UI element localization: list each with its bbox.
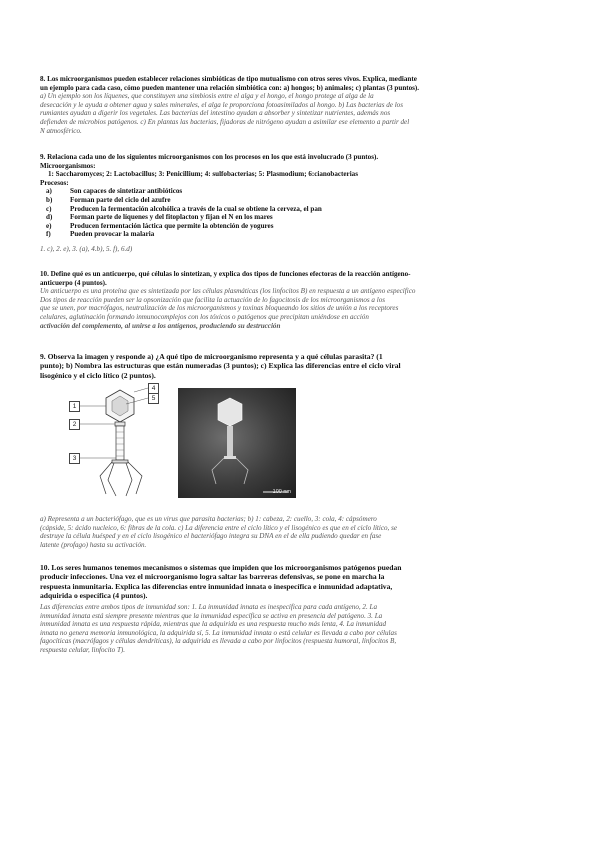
q10-answer-line: Un anticuerpo es una proteína que es sintetizada por las células plasmáticas (los linfocitos B) en respuesta a un antígeno específico: [40, 287, 416, 296]
processes-heading: Procesos:: [40, 178, 69, 187]
q9b-answer-line: latente (profago) hasta su activación.: [40, 540, 147, 549]
q10b-title-line: producir infecciones. Una vez el microorganismo logra saltar las barreras defensivas, se pone en marcha la: [40, 572, 385, 582]
microorganisms-list: 1: Saccharomyces; 2: Lactobacillus; 3: Penicillium; 4: sulfobacterias; 5: Plasmodium; 6:cianobacterias: [48, 170, 358, 179]
process-text: Pueden provocar la malaria: [70, 230, 155, 239]
q10b-answer-line: respuesta celular, linfocito T).: [40, 645, 126, 654]
figure-label: 4: [148, 383, 159, 394]
q8-answer-line: desecación y le ayuda a obtener agua y sales minerales, el alga le proporciona fotoasimilados al hongo. b) Las bacterias de los: [40, 100, 403, 109]
q10b-title-line: 10. Los seres humanos tenemos mecanismos o sistemas que impiden que los microorganismos patógenos puedan: [40, 563, 402, 572]
process-key: d): [46, 213, 53, 222]
question-8: [40, 75, 560, 135]
micrograph-scale-label: 100 nm: [272, 489, 291, 495]
process-text: Forman parte de líquenes y del fitoplacton y fijan el N en los mares: [70, 213, 273, 222]
phage-tail-fiber: [108, 463, 116, 496]
q10b-title-line: respuesta inmunitaria. Explica las diferencias entre inmunidad innata o inespecífica e inmunidad adaptativa,: [40, 581, 393, 591]
q10-answer-line: que se unen, por macrófagos, neutralización de los microorganismos y toxinas bloqueando los sitios de unión a los receptores: [40, 304, 399, 313]
microorganisms-heading: Microorganismos:: [40, 161, 96, 170]
q10-answer-line: Dos tipos de reacción pueden ser la opsonización que facilita la actuación de lo fagocitosis de los microorganismos a los: [40, 295, 385, 304]
process-item: [40, 213, 560, 222]
q10b-answer-line: innata no genera memoria inmunológica, la adquirida sí, 5. La inmunidad innata o está celular es llevada a cabo por células: [40, 628, 397, 637]
q10b-answer-line: fagocíticas (macrófagos y células dendríticas), la adquirida es llevada a cabo por linfocitos (respuesta humoral, linfocitos B,: [40, 637, 397, 646]
phage-tail: [116, 426, 124, 460]
process-item: [40, 230, 560, 239]
process-text: Forman parte del ciclo del azufre: [70, 195, 171, 204]
question-10-immunity-answer: [40, 603, 560, 655]
question-9-phage: [40, 352, 560, 380]
phage-tail-fiber: [128, 462, 142, 494]
phage-collar: [115, 422, 125, 426]
figure-label: 5: [148, 393, 159, 404]
figure-label: 2: [69, 419, 80, 430]
q8-answer-line: N atmosférico.: [40, 126, 82, 135]
question-9-phage-answer: [40, 515, 560, 549]
q9-matching-answer: 1. c), 2. e), 3. (a), 4.b), 5. f), 6.d): [40, 244, 133, 253]
q8-answer-line: rumiantes ayudan a digerir los vegetales. Las bacterias del intestino ayudan a absorber y sintetizar nutrientes, además nos: [40, 109, 391, 118]
q9b-title-line: lisogénico y el ciclo lítico (2 puntos).: [40, 370, 156, 380]
process-item: [40, 187, 560, 196]
q9b-answer-line: (cápside, 5: ácido nucleico, 6: fibras de la cola. c) La diferencia entre el ciclo lítico y el lisogénico es que en el ciclo lítico, se: [40, 523, 398, 532]
phage-tail-fiber: [100, 462, 112, 494]
phage-micrograph: [178, 388, 296, 498]
phage-base-plate: [112, 460, 128, 463]
q10-answer-line: activación del complemento, al unirse a los antígenos, produciendo su destrucción: [40, 321, 281, 330]
q9-title: 9. Relaciona cada uno de los siguientes microorganismos con los procesos en los que está involucrado (3 puntos).: [40, 153, 379, 161]
q9b-answer-line: a) Representa a un bacteriófago, que es un virus que parasita bacterias; b) 1: cabeza, 2: cuello, 3: cola, 4: cápsómero: [40, 515, 377, 523]
q10-title-line: 10. Define qué es un anticuerpo, qué células lo sintetizan, y explica dos tipos de funciones efectoras de la reacción antígeno-: [40, 270, 411, 278]
q9b-title-line: punto); b) Nombra las estructuras que están numeradas (3 puntos); c) Explica las diferencias entre el ciclo viral: [40, 361, 401, 371]
q10-title-line: anticuerpo (4 puntos).: [40, 278, 107, 287]
q9b-answer-line: destruye la célula huésped y en el ciclo lisogénico el bacteriófago integra su DNA en el de ella pudiendo quedar en fase: [40, 532, 382, 541]
q9b-title-line: 9. Observa la imagen y responde a) ¿A qué tipo de microorganismo representa y a qué células parasita? (1: [40, 352, 383, 361]
process-key: a): [46, 187, 52, 196]
q10b-answer-line: inmunidad innata está siempre presente mientras que la inmunidad específica se activa en presencia del patógeno. 3. La: [40, 611, 383, 620]
q10b-title-line: adquirida o específica (4 puntos).: [40, 591, 148, 601]
process-text: Producen la fermentación alcohólica a través de la cual se obtiene la cerveza, el pan: [70, 204, 322, 213]
process-key: c): [46, 204, 52, 213]
process-item: [40, 205, 560, 214]
process-key: f): [46, 230, 51, 239]
figure-label: 1: [69, 401, 80, 412]
q8-answer-line: defienden de microbios patógenos. c) En plantas las bacterias, fijadoras de nitrógeno ayudan a asimilar ese elemento a partir del: [40, 117, 410, 126]
q8-title-line: un ejemplo para cada caso, cómo pueden mantener una relación simbiótica con: a) hongos; b) animales; c) plantas (3 puntos).: [40, 83, 420, 92]
q8-answer-line: a) Un ejemplo son los líquenes, que constituyen una simbiosis entre el alga y el hongo, el hongo protege al alga de la: [40, 92, 374, 101]
phage-tail-fiber: [126, 463, 132, 496]
process-key: e): [46, 221, 52, 230]
process-key: b): [46, 195, 53, 204]
process-text: Producen fermentación láctica que permite la obtención de yogures: [70, 221, 274, 230]
question-10-immunity: [40, 563, 560, 601]
question-9-matching: [40, 153, 560, 254]
process-text: Son capaces de sintetizar antibióticos: [70, 187, 183, 196]
q8-title-line: 8. Los microorganismos pueden establecer relaciones simbióticas de tipo mutualismo con otros seres vivos. Explica, mediante: [40, 75, 417, 83]
q10b-answer-line: inmunidad innata es una respuesta rápida, mientras que la adquirida es una respuesta mucho más lenta, 4. La inmunidad: [40, 620, 387, 629]
question-10-antibodies: [40, 270, 560, 330]
process-item: [40, 196, 560, 205]
figure-label: 3: [69, 453, 80, 464]
q10b-answer-line: Las diferencias entre ambos tipos de inmunidad son: 1. La inmunidad innata es inespecífica para cada antígeno, 2. La: [40, 603, 377, 611]
process-item: [40, 222, 560, 231]
q10-answer-line: celulares, aglutinación formando inmunocomplejos con los tóxicos o patógenos que precipitan uniéndose en acción: [40, 312, 369, 321]
